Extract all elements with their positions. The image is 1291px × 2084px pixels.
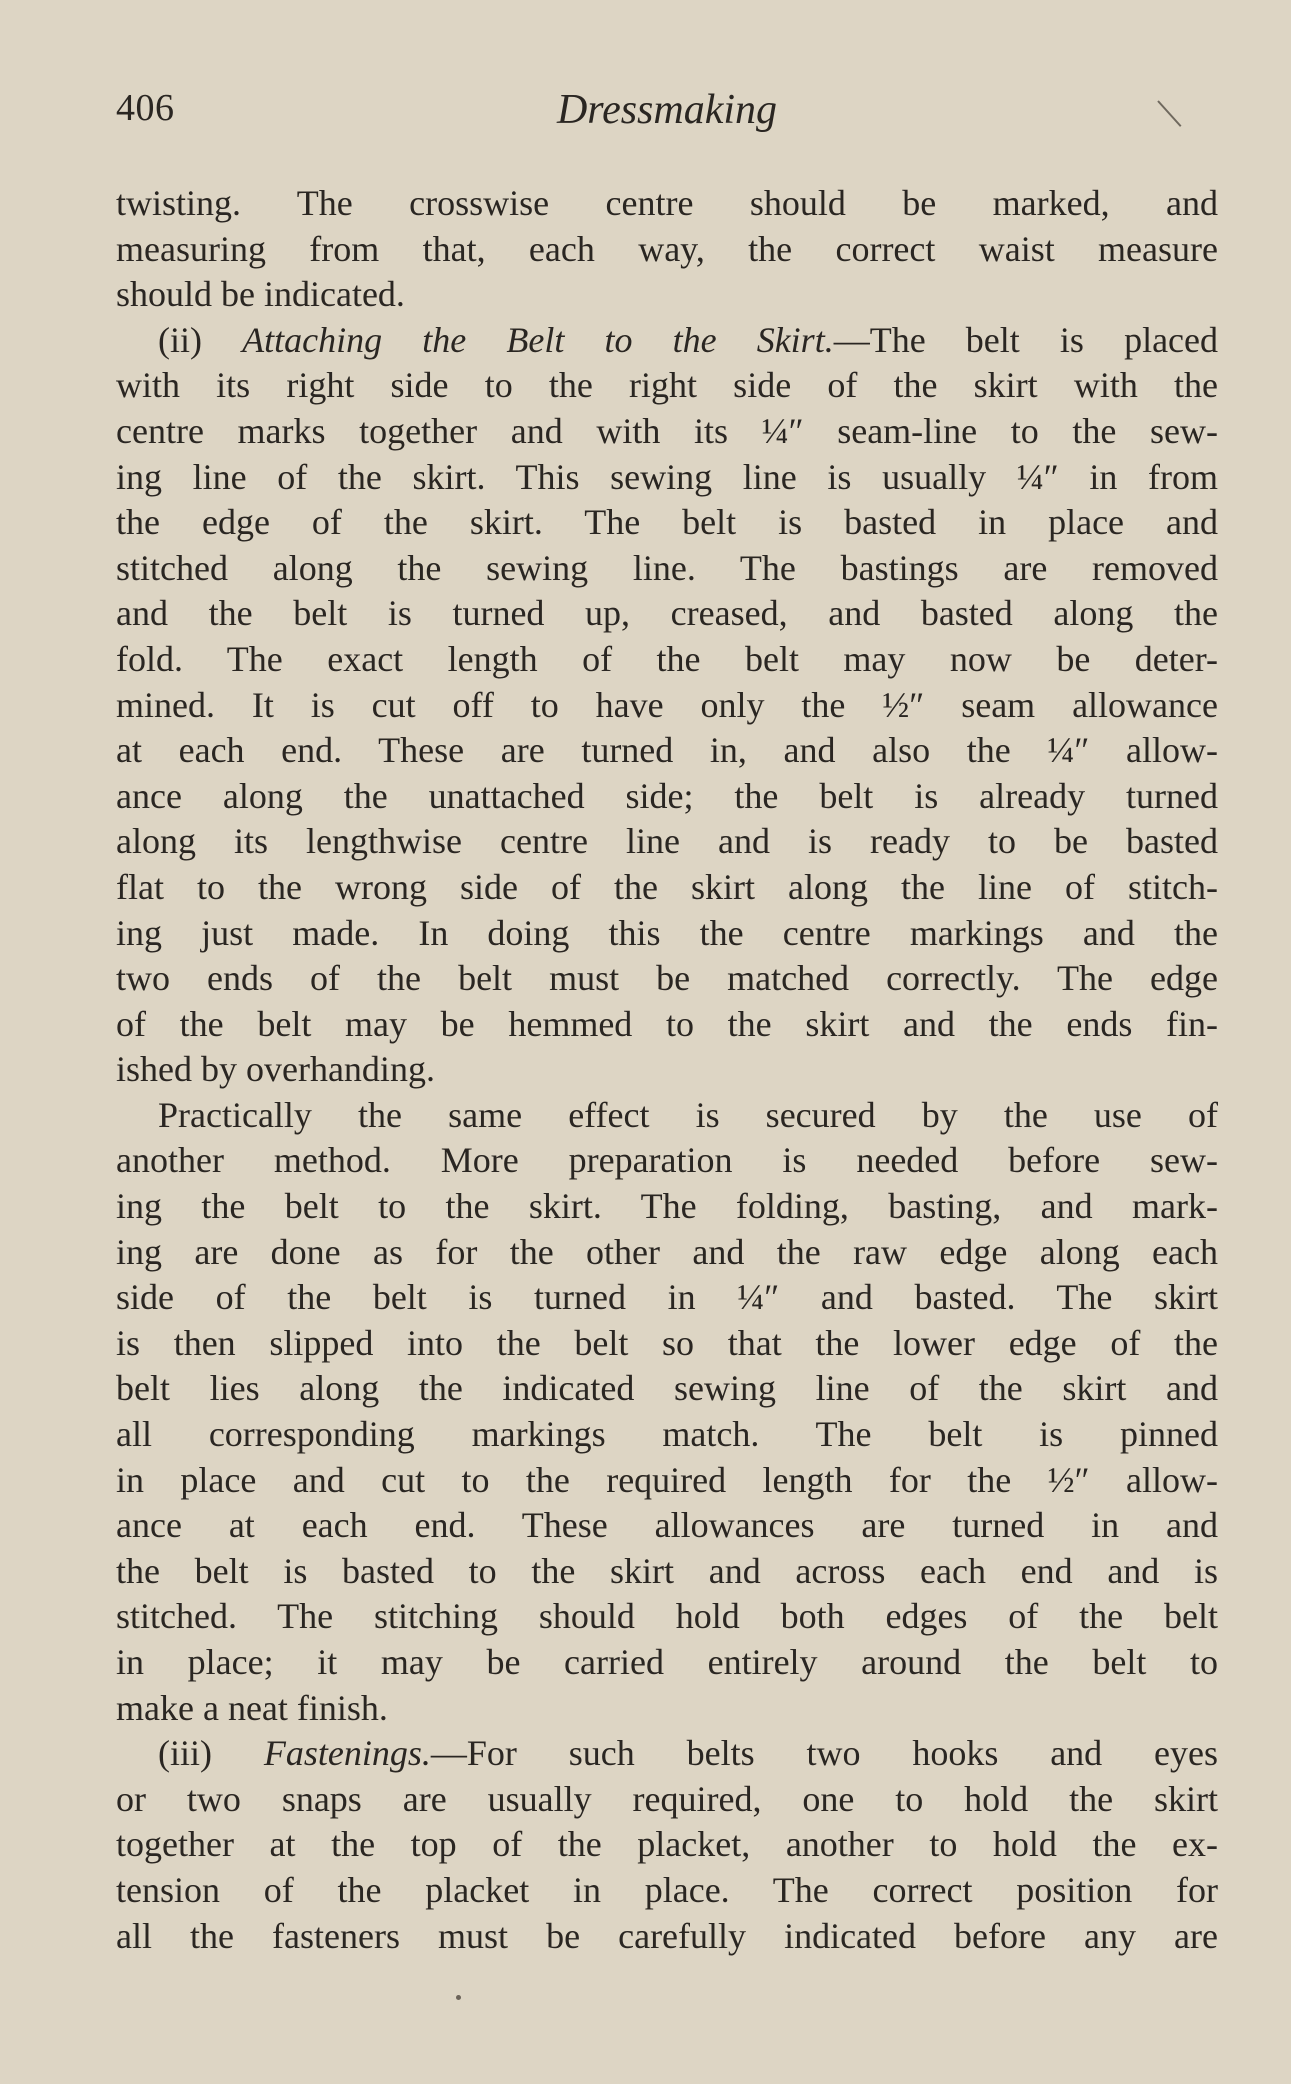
text-line [116, 409, 1218, 455]
text-line [116, 1731, 1218, 1777]
text-line [116, 1047, 1218, 1093]
text-line [116, 1822, 1218, 1868]
line-text: is then slipped into the belt so that the lower edge of the [116, 1322, 1218, 1363]
line-text: fold. The exact length of the belt may now be deter- [116, 638, 1218, 679]
text-line [116, 819, 1218, 865]
line-text: the edge of the skirt. The belt is basted in place and [116, 502, 1218, 543]
section-number: (iii) [158, 1733, 264, 1774]
line-text: ance along the unattached side; the belt is already turned [116, 775, 1218, 816]
text-line [116, 683, 1218, 729]
text-line [116, 1184, 1218, 1230]
line-text: ing the belt to the skirt. The folding, basting, and mark- [116, 1186, 1218, 1227]
line-text: all the fasteners must be carefully indicated before any are [116, 1915, 1218, 1956]
text-line [116, 1366, 1218, 1412]
text-line [116, 1549, 1218, 1595]
text-line [116, 774, 1218, 820]
line-text: or two snaps are usually required, one to hold the skirt [116, 1778, 1218, 1819]
text-line [116, 181, 1218, 227]
line-text: measuring from that, each way, the correct waist measure [116, 228, 1218, 269]
text-line [116, 1412, 1218, 1458]
text-line [116, 1503, 1218, 1549]
page-number: 406 [116, 87, 175, 129]
text-line [116, 1914, 1218, 1960]
line-text: Practically the same effect is secured by the use of [158, 1094, 1218, 1135]
running-title: Dressmaking [556, 87, 778, 133]
line-text: with its right side to the right side of the skirt with the [116, 365, 1218, 406]
text-line [116, 363, 1218, 409]
text-line [116, 1777, 1218, 1823]
text-line [116, 1686, 1218, 1732]
line-text: —The belt is placed [833, 319, 1219, 360]
text-line [116, 728, 1218, 774]
line-text: two ends of the belt must be matched correctly. The edge [116, 958, 1218, 999]
line-text: side of the belt is turned in ¼″ and basted. The skirt [116, 1277, 1218, 1318]
text-line [116, 1275, 1218, 1321]
line-text: should be indicated. [116, 274, 405, 315]
line-text: make a neat finish. [116, 1687, 388, 1728]
text-line [116, 227, 1218, 273]
line-text: stitched along the sewing line. The bastings are removed [116, 547, 1218, 588]
line-text: and the belt is turned up, creased, and basted along the [116, 593, 1218, 634]
line-text: tension of the placket in place. The correct position for [116, 1869, 1218, 1910]
line-text: along its lengthwise centre line and is ready to be basted [116, 821, 1218, 862]
line-text: together at the top of the placket, another to hold the ex- [116, 1824, 1218, 1865]
line-text: in place; it may be carried entirely around the belt to [116, 1642, 1218, 1682]
section-heading: Attaching the Belt to the Skirt. [242, 319, 834, 360]
line-text: mined. It is cut off to have only the ½″ seam allowance [116, 684, 1218, 725]
line-text: ing are done as for the other and the raw edge along each [116, 1231, 1218, 1272]
print-speck [456, 1995, 461, 2000]
line-text: in place and cut to the required length for the ½″ allow- [116, 1459, 1218, 1500]
text-line [116, 546, 1218, 592]
text-line [116, 1093, 1218, 1139]
line-text: ing line of the skirt. This sewing line is usually ¼″ in from [116, 456, 1218, 497]
text-line [116, 1138, 1218, 1184]
text-line [116, 956, 1218, 1002]
line-text: at each end. These are turned in, and also the ¼″ allow- [116, 730, 1218, 771]
text-line [116, 272, 1218, 318]
line-text: ance at each end. These allowances are turned in and [116, 1505, 1218, 1546]
line-text: stitched. The stitching should hold both edges of the belt [116, 1596, 1218, 1637]
text-line [116, 1640, 1218, 1686]
text-line [116, 1868, 1218, 1914]
text-line [116, 911, 1218, 957]
section-number: (ii) [158, 319, 243, 360]
text-line [116, 1594, 1218, 1640]
text-line [116, 591, 1218, 637]
text-line [116, 318, 1218, 364]
text-line [116, 500, 1218, 546]
line-text: —For such belts two hooks and eyes [430, 1733, 1219, 1774]
page-header [116, 86, 1218, 146]
body-text [116, 181, 1218, 1959]
line-text: the belt is basted to the skirt and across each end and is [116, 1550, 1218, 1591]
line-text: ing just made. In doing this the centre markings and the [116, 912, 1218, 953]
line-text: flat to the wrong side of the skirt along the line of stitch- [116, 866, 1218, 907]
text-line [116, 1002, 1218, 1048]
line-text: another method. More preparation is needed before sew- [116, 1140, 1218, 1181]
line-text: all corresponding markings match. The belt is pinned [116, 1414, 1218, 1455]
line-text: ished by overhanding. [116, 1049, 435, 1090]
text-line [116, 455, 1218, 501]
text-line [116, 865, 1218, 911]
line-text: belt lies along the indicated sewing line of the skirt and [116, 1368, 1218, 1409]
line-text: twisting. The crosswise centre should be marked, and [116, 183, 1218, 223]
text-line [116, 1458, 1218, 1504]
text-line [116, 637, 1218, 683]
text-line [116, 1321, 1218, 1367]
section-heading: Fastenings. [263, 1733, 431, 1774]
line-text: of the belt may be hemmed to the skirt and the ends fin- [116, 1003, 1218, 1044]
text-line [116, 1230, 1218, 1276]
line-text: centre marks together and with its ¼″ seam-line to the sew- [116, 410, 1218, 451]
